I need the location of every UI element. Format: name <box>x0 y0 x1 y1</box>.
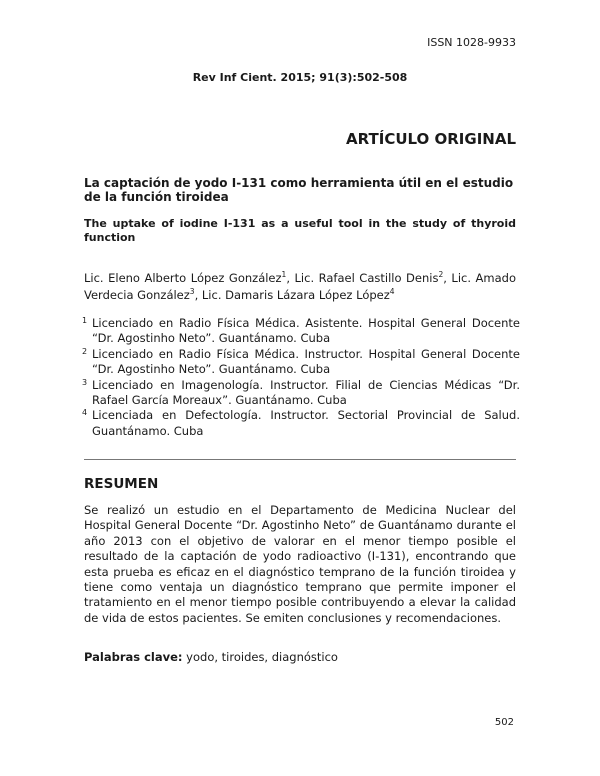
author-name: Lic. Rafael Castillo Denis <box>294 271 439 285</box>
section-divider <box>84 459 516 460</box>
affiliation-text: Licenciado en Imagenología. Instructor. Filial de Ciencias Médicas “Dr. Rafael García Moreaux”. Guantánamo. Cuba <box>92 377 520 408</box>
author-affil-marker: 1 <box>281 270 287 280</box>
affiliation-number: 1 <box>82 316 88 325</box>
affiliation-item <box>80 378 520 409</box>
affiliation-item <box>80 347 520 378</box>
author-affil-marker: 4 <box>389 287 395 297</box>
affiliation-item <box>80 316 520 347</box>
author-separator: , <box>443 271 452 285</box>
affiliation-number: 4 <box>82 408 88 418</box>
affiliation-text: Licenciado en Radio Física Médica. Instructor. Hospital General Docente “Dr. Agostinho Neto”. Guantánamo. Cuba <box>92 346 520 377</box>
keywords-label: Palabras clave: <box>84 650 183 664</box>
title-english: The uptake of iodine I-131 as a useful tool in the study of thyroid function <box>84 217 516 244</box>
affiliation-list <box>80 316 520 439</box>
page-number: 502 <box>494 717 514 728</box>
affiliation-item <box>80 408 520 439</box>
keywords-line <box>84 650 516 664</box>
affiliation-number: 3 <box>82 377 88 387</box>
author-affil-marker: 2 <box>438 270 444 280</box>
abstract-body: Se realizó un estudio en el Departamento de Medicina Nuclear del Hospital General Docente “Dr. Agostinho Neto” de Guantánamo durante el año 2013 con el objetivo de valorar en el menor tiempo posible el resultado de la captación de yodo radioactivo (I-131), encontrando que esta prueba es eficaz en el diagnóstico temprano de la función tiroidea y tiene como ventaja un diagnóstico temprano que permite imponer el tratamiento en el menor tiempo posible contribuyendo a elevar la calidad de vida de estos pacientes. Se emiten conclusiones y recomendaciones. <box>84 503 516 625</box>
section-label: ARTÍCULO ORIGINAL <box>346 130 516 148</box>
affiliation-text: Licenciada en Defectología. Instructor. Sectorial Provincial de Salud. Guantánamo. Cuba <box>92 408 520 438</box>
affiliation-number: 2 <box>82 346 88 356</box>
author-affil-marker: 3 <box>189 287 195 297</box>
author-list <box>84 270 516 304</box>
keywords-values: yodo, tiroides, diagnóstico <box>182 650 338 664</box>
issn: ISSN 1028-9933 <box>427 36 516 49</box>
title-spanish: La captación de yodo I-131 como herramienta útil en el estudio de la función tiroidea <box>84 176 514 204</box>
author-separator: , <box>194 288 202 302</box>
author-name: Lic. Damaris Lázara López López <box>201 288 390 302</box>
journal-citation: Rev Inf Cient. 2015; 91(3):502-508 <box>192 71 408 84</box>
author-separator: , <box>286 271 295 285</box>
author-name: Lic. Amado Verdecia González <box>84 271 516 302</box>
resumen-heading: RESUMEN <box>84 476 159 492</box>
affiliation-text: Licenciado en Radio Física Médica. Asistente. Hospital General Docente “Dr. Agostinho Neto”. Guantánamo. Cuba <box>92 316 520 346</box>
author-name: Lic. Eleno Alberto López González <box>84 271 282 285</box>
